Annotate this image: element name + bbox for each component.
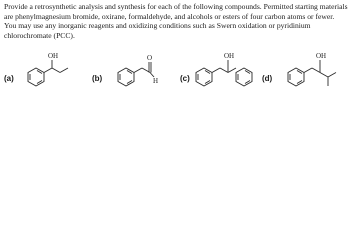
compound-c-label: (c) <box>180 74 190 83</box>
compound-b-label: (b) <box>92 74 103 83</box>
hydroxyl-label: OH <box>224 52 235 60</box>
compound-d-label: (d) <box>262 74 273 83</box>
compound-d-structure <box>282 52 348 94</box>
carbonyl-oxygen-label: O <box>147 54 153 62</box>
aldehyde-hydrogen-label: H <box>153 77 159 85</box>
problem-statement: Provide a retrosynthetic analysis and synthesis for each of the following compounds. Permitted starting materials are phenylmagnesium bromide, oxirane, formaldehyde, and alcohols or esters of four carbon atoms or fewer. You may use any inorganic reagents and oxidizing conditions such as Swern oxidation or pyridinium chlorochromate (PCC). <box>4 2 348 40</box>
compound-b-structure <box>112 54 182 94</box>
compound-a-label: (a) <box>4 74 14 83</box>
compound-c-structure <box>190 52 260 94</box>
hydroxyl-label: OH <box>48 52 59 60</box>
hydroxyl-label: OH <box>316 52 327 60</box>
compound-a-structure <box>22 52 84 94</box>
